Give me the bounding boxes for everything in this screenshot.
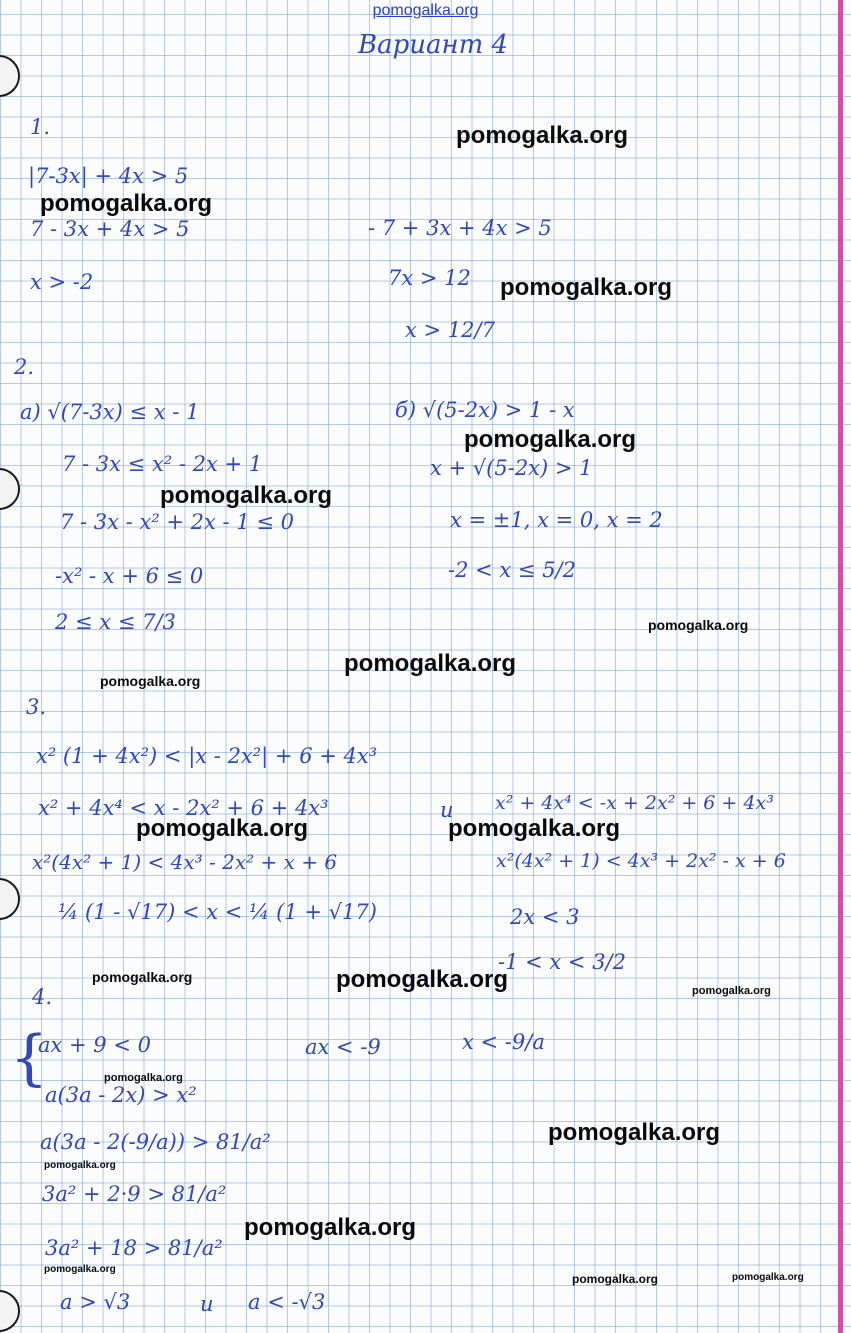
watermark: pomogalka.org [732, 1272, 804, 1283]
math-line: |7-3x| + 4x > 5 [28, 164, 189, 188]
math-line: x²(4x² + 1) < 4x³ - 2x² + x + 6 [32, 850, 338, 874]
math-line: x > 12/7 [405, 318, 495, 342]
math-line: - 7 + 3x + 4x > 5 [368, 216, 552, 240]
watermark: pomogalka.org [44, 1264, 116, 1275]
binder-hole [0, 878, 20, 920]
math-line: -2 < x ≤ 5/2 [448, 558, 576, 582]
task-number: 1. [30, 115, 51, 139]
watermark: pomogalka.org [500, 274, 673, 301]
watermark: pomogalka.org [244, 1214, 417, 1241]
math-line: ¼ (1 - √17) < x < ¼ (1 + √17) [58, 900, 377, 924]
task-number: 2. [14, 355, 35, 379]
conjunction: и [200, 1292, 214, 1316]
watermark: pomogalka.org [692, 985, 771, 997]
watermark: pomogalka.org [92, 969, 193, 985]
math-line: x² + 4x⁴ < -x + 2x² + 6 + 4x³ [495, 792, 774, 814]
math-line: x²(4x² + 1) < 4x³ + 2x² - x + 6 [496, 850, 786, 872]
math-line: a) √(7-3x) ≤ x - 1 [20, 400, 200, 424]
math-line: -1 < x < 3/2 [498, 950, 626, 974]
math-line: x² + 4x⁴ < x - 2x² + 6 + 4x³ [38, 796, 329, 820]
watermark: pomogalka.org [464, 426, 637, 453]
math-line: ax + 9 < 0 [38, 1033, 151, 1057]
watermark: pomogalka.org [104, 1072, 183, 1084]
watermark: pomogalka.org [44, 1160, 116, 1171]
math-line: 2x < 3 [510, 905, 580, 929]
watermark: pomogalka.org [344, 650, 517, 677]
math-line: x = ±1, x = 0, x = 2 [450, 508, 663, 532]
page-title: Вариант 4 [358, 30, 509, 60]
watermark: pomogalka.org [100, 673, 201, 689]
math-line: a(3a - 2x) > x² [45, 1083, 197, 1107]
watermark: pomogalka.org [160, 482, 333, 509]
system-brace: { [10, 1023, 49, 1093]
math-line: 7x > 12 [388, 266, 471, 290]
math-line: 3a² + 2·9 > 81/a² [42, 1182, 227, 1206]
watermark: pomogalka.org [572, 1272, 659, 1286]
math-line: a(3a - 2(-9/a)) > 81/a² [40, 1130, 271, 1154]
watermark: pomogalka.org [456, 122, 629, 149]
watermark: pomogalka.org [336, 966, 509, 993]
task-number: 3. [26, 695, 47, 719]
math-line: a < -√3 [248, 1290, 326, 1314]
watermark: pomogalka.org [548, 1119, 721, 1146]
conjunction: и [440, 798, 454, 822]
math-line: 2 ≤ x ≤ 7/3 [55, 610, 176, 634]
math-line: 3a² + 18 > 81/a² [45, 1236, 223, 1260]
binder-hole [0, 468, 20, 510]
math-line: x² (1 + 4x²) < |x - 2x²| + 6 + 4x³ [36, 744, 378, 768]
notebook-margin-line [838, 0, 843, 1333]
watermark: pomogalka.org [136, 815, 309, 842]
math-line: ax < -9 [305, 1035, 381, 1059]
math-line: -x² - x + 6 ≤ 0 [55, 564, 204, 588]
math-line: a > √3 [60, 1290, 131, 1314]
watermark: pomogalka.org [448, 815, 621, 842]
site-link[interactable]: pomogalka.org [372, 2, 479, 19]
task-number: 4. [32, 985, 53, 1009]
binder-hole [0, 1290, 20, 1332]
math-line: x + √(5-2x) > 1 [430, 456, 593, 480]
math-line: x < -9/a [462, 1030, 545, 1054]
watermark: pomogalka.org [40, 190, 213, 217]
math-line: x > -2 [30, 270, 94, 294]
binder-hole [0, 55, 20, 97]
math-line: б) √(5-2x) > 1 - x [395, 398, 575, 422]
math-line: 7 - 3x + 4x > 5 [30, 217, 190, 241]
math-line: 7 - 3x ≤ x² - 2x + 1 [62, 452, 263, 476]
math-line: 7 - 3x - x² + 2x - 1 ≤ 0 [60, 510, 294, 534]
watermark: pomogalka.org [648, 617, 749, 633]
